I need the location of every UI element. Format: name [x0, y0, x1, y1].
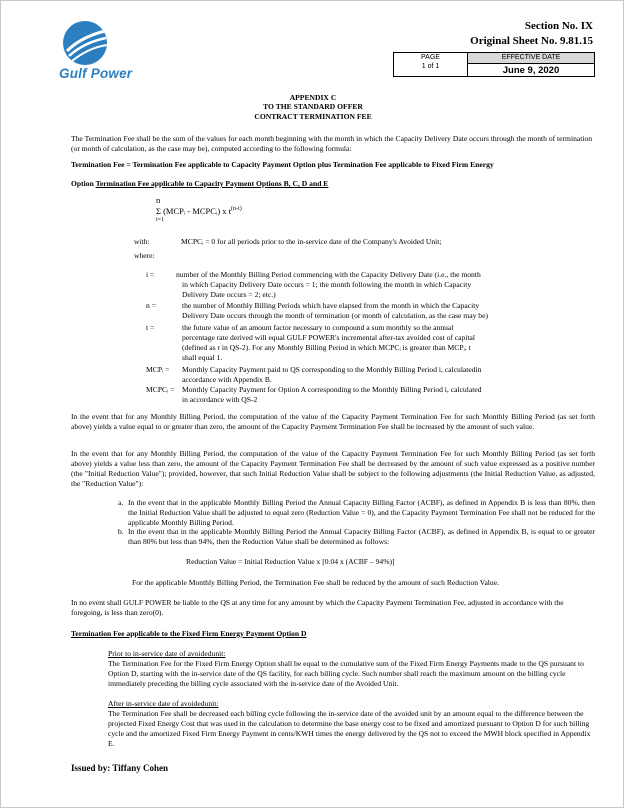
option-heading-line [71, 179, 595, 189]
definition-line: the number of Monthly Billing Periods which have elapsed from the month in which the Capacity [182, 301, 480, 310]
appendix-title [1, 93, 624, 121]
sheet-number: Original Sheet No. 9.81.15 [470, 34, 593, 47]
definition-line: the future value of an amount factor necessary to compound a sum monthly so the annual [182, 323, 454, 332]
formula-lower-limit: i=1 [156, 217, 165, 224]
after-text: The Termination Fee shall be decreased each billing cycle following the in-service date of the avoided unit by an amount equal to the difference between the projected Fixed Energy Cost that was used in the calculation to determine the base energy cost to be fixed and amortized pursuant to Option D for such billing cycle and the amortized Fixed Firm Energy Payment in cents/KWH times the energy delivered by the QS not to exceed the MWH block specified in Appendix E. [108, 709, 591, 748]
definition-text [182, 385, 482, 405]
page-value: 1 of 1 [421, 62, 440, 70]
item-a-text: In the event that in the applicable Monthly Billing Period the Annual Capacity Billing Factor (ACBF), as defined in Appendix B is less than 80%, then the Initial Reduction Value shall be adjusted to equal zero (Reduction Value = 0), and the Capacity Payment Termination Fee shall not be reduced for the applicable Monthly Billing Period. [128, 498, 595, 527]
intro-paragraph: The Termination Fee shall be the sum of the values for each month beginning with the month in which the Capacity Delivery Date occurs through the month of termination (or month of calculation, as the case may be), computed according to the following formula: [71, 134, 593, 153]
after-heading: After in-service date of avoidedunit: [108, 699, 219, 708]
issued-by: Issued by: Tiffany Cohen [71, 763, 168, 773]
with-label: with: [134, 237, 150, 246]
fixed-energy-heading: Termination Fee applicable to the Fixed Firm Energy Payment Option D [71, 629, 307, 638]
title-line: APPENDIX C [289, 93, 337, 102]
definition-line: percentage rate derived will equal GULF POWER's incremental after-tax avoided cost of capital [182, 332, 476, 342]
gulf-power-logo-mark [63, 21, 107, 65]
formula [156, 195, 242, 225]
prior-heading: Prior to in-service date of avoidedunit: [108, 649, 226, 658]
formula-body [156, 206, 242, 217]
option-prefix: Option [71, 179, 96, 188]
definition-line: (defined as r in QS-2). For any Monthly Billing Period in which MCPCᵢ is greater than MCPᵢ, t [182, 342, 471, 352]
definition-line: Delivery Date occurs through the month of termination (or month of calculation, as the case may be) [182, 310, 488, 320]
definition-line: shall equal 1. [182, 352, 223, 362]
effective-date-cell [468, 53, 594, 76]
item-b-text: In the event that in the applicable Monthly Billing Period the Annual Capacity Billing Factor (ACBF), as defined in Appendix B, is equal to or greater than 80% but less than 94%, then the Reduction Value shall be determined as follows: [128, 527, 595, 546]
section-number: Section No. IX [524, 20, 593, 32]
item-b-marker: b. [118, 527, 124, 536]
definition-line: accordance with Appendix B. [182, 374, 272, 384]
page-info-table [393, 52, 595, 77]
definition-text [182, 301, 488, 321]
definition-line: number of the Monthly Billing Period commencing with the Capacity Delivery Date (i.e., the month [176, 270, 481, 279]
no-event-paragraph: In no event shall GULF POWER be liable to the QS at any time for any amount by which the Capacity Payment Termination Fee, adjusted in accordance with the foregoing, is less than zero(0). [71, 598, 564, 617]
effective-date-label: EFFECTIVE DATE [468, 53, 594, 64]
definition-text [176, 270, 481, 300]
formula-upper-limit: n [156, 195, 161, 205]
section-header [470, 19, 593, 49]
decrease-paragraph: In the event that for any Monthly Billing Period, the computation of the value of the Capacity Payment Termination Fee for such Monthly Billing Period (as set forth above) yields a value less than zero, the amount of the Capacity Payment Termination Fee shall be decreased by the amount of such value expressed as a positive number (the "Initial Reduction Value"); provided, however, that such Initial Reduction Value shall be subject to the following adjustments (the Initial Reduction Value, as adjusted, the "Reduction Value"): [71, 449, 595, 488]
effective-date-value: June 9, 2020 [502, 65, 560, 76]
definition-line: Delivery Date occurs = 2; etc.) [182, 289, 276, 299]
reduction-formula: Reduction Value = Initial Reduction Value x [0.04 x (ACBF – 94%)] [186, 557, 395, 566]
title-line: CONTRACT TERMINATION FEE [254, 111, 372, 121]
prior-text: The Termination Fee for the Fixed Firm Energy Option shall be equal to the cumulative sum of the Fixed Firm Energy Payments made to the QS pursuant to Option D, starting with the in-service date of the QS facility, for each billing cycle. Such number shall reach the maximum amount on the billing cycle immediately preceding the billing cycle associated with the in-service date of the Avoided Unit. [108, 659, 584, 688]
definition-line: in which Capacity Delivery Date occurs = 1; the month following the month in which Capacity [182, 279, 472, 289]
title-line: TO THE STANDARD OFFER [263, 102, 363, 112]
with-text: MCPCᵢ = 0 for all periods prior to the in-service date of the Company's Avoided Unit; [181, 237, 442, 246]
definition-line: Monthly Capacity Payment for Option A corresponding to the Monthly Billing Period i, calculated [182, 385, 482, 394]
definition-term: n = [146, 301, 156, 310]
page-cell [394, 53, 468, 76]
definition-line: Monthly Capacity Payment paid to QS corresponding to the Monthly Billing Period i, calculatedin [182, 365, 482, 374]
definition-term: MCPCᵢ = [146, 385, 175, 394]
definition-term: i = [146, 270, 155, 279]
termination-fee-definition: Termination Fee = Termination Fee applicable to Capacity Payment Option plus Termination Fee applicable to Fixed Firm Energy [71, 160, 494, 169]
definition-text [182, 365, 482, 385]
increase-paragraph: In the event that for any Monthly Billing Period, the computation of the value of the Capacity Payment Termination Fee for such Monthly Billing Period (as set forth above) yields a value equal to or greater than zero, the amount of the Capacity Payment Termination Fee shall be increased by the amount of such value. [71, 412, 595, 431]
formula-main: Σ (MCPᵢ - MCPCᵢ) x t [156, 206, 232, 217]
definition-term: MCPᵢ = [146, 365, 170, 374]
gulf-power-logo [53, 21, 203, 83]
definition-line: in accordance with QS-2 [182, 394, 258, 404]
company-name: Gulf Power [59, 66, 133, 81]
item-a-marker: a. [118, 498, 124, 507]
definition-text [182, 323, 475, 362]
where-label: where: [134, 251, 155, 260]
formula-exponent: (n-i) [231, 206, 242, 213]
definition-term: t = [146, 323, 155, 332]
option-heading: Termination Fee applicable to Capacity Payment Options B, C, D and E [95, 179, 329, 188]
page-label: PAGE [421, 54, 440, 61]
reduction-note: For the applicable Monthly Billing Period, the Termination Fee shall be reduced by the amount of such Reduction Value. [132, 578, 499, 587]
